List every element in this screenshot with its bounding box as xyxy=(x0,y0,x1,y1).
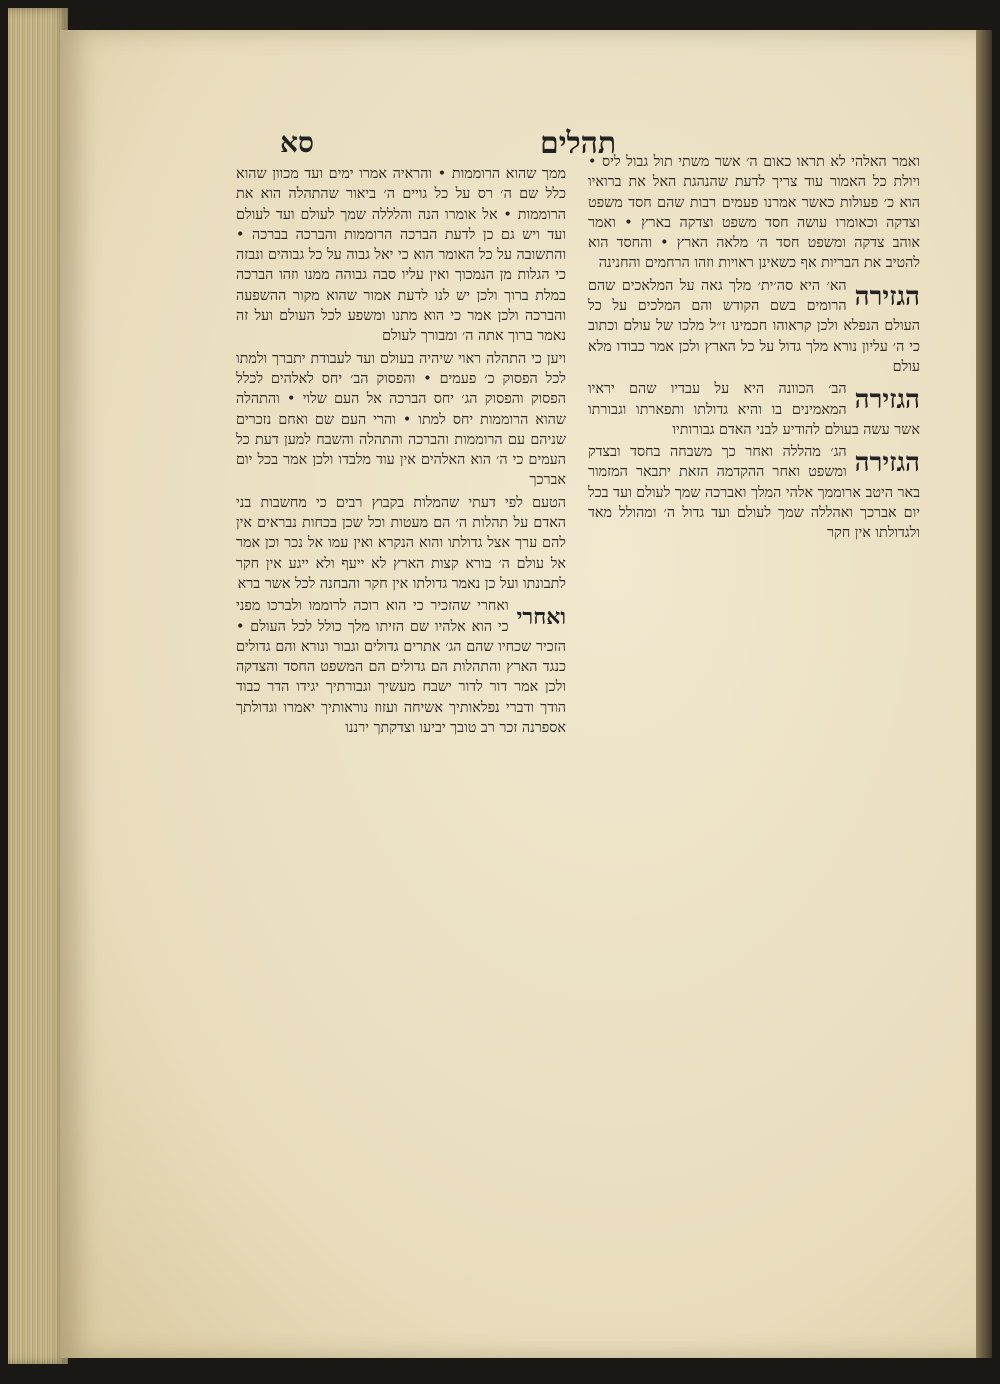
right-paragraph-1: ואמר האלהי לא תראו כאום ה׳ אשר משתי תול גבול ליס • ויולת כל האמור עוד צריך לדעת שהנהגת האל את ברואיו הוא כ׳ פעולות כאשר אמרנו פעמים רבות שהם חסד משפט וצדקה וכאומרו עושה חסד משפט וצדקה בארץ • ואמר אוהב צדקה ומשפט חסד ה׳ מלאה הארץ • והחסד הוא להטיב את הבריות אף כשאינן ראויות וזהו הרחמים והחנינה xyxy=(588,154,920,272)
section-heading-2: הגזירה xyxy=(854,385,920,416)
section-heading-4: ואחרי xyxy=(516,604,566,631)
right-text-block-1 xyxy=(588,152,920,274)
left-text-column xyxy=(236,162,566,1152)
left-paragraph-2: ויען כי התהלה ראוי שיהיה בעולם ועד לעבודת יתברך ולמתו לכל הפסוק כ׳ פעמים • והפסוק הב׳ יחס לאלהים לכלל הפסוק והפסוק הג׳ יחס הברכה אל העם שלוי • והתהלה שהוא הרוממות יחס למתו • והרי העם שם ואחם נזכרים שניהם עם הרוממות והברכה והתהלה והשבח למען דעת כל העמים כי ה׳ הוא האלהים אין עוד מלבדו ולכן אמר בכל יום אברכך xyxy=(236,350,566,489)
right-text-column xyxy=(588,150,920,1150)
right-text-block-3 xyxy=(588,379,920,440)
left-text-block-1 xyxy=(236,164,566,347)
page-header xyxy=(180,126,620,166)
section-heading-1: הגזירה xyxy=(854,281,920,312)
section-heading-3: הגזירה xyxy=(854,448,920,479)
right-text-block-2 xyxy=(588,276,920,377)
right-paragraph-2: הא׳ היא סה׳ית׳ מלך גאה על המלאכים שהם הרומים בשם הקודש והם המלכים על כל העולם הנפלא ולכן קראוהו חכמינו ז״ל מלכו של עולם וכתוב כי ה׳ עליון נורא מלך גדול על כל הארץ ולכן אמר כבודו מלא עולם xyxy=(588,277,920,375)
left-text-block-4 xyxy=(236,596,566,738)
book-page-edges xyxy=(8,8,68,1364)
right-paragraph-3: הב׳ הכוונה היא על עבדיו שהם יראיו המאמינים בו והיא גדולתו ותפארתו וגבורתו אשר עשה בעולם להודיע לבני האדם גבורותיו xyxy=(588,381,920,438)
left-paragraph-1: ממך שהוא הרוממות • והראיה אמרו ימים ועד מכוון שהוא כלל שם ה׳ רס על כל גויים ה׳ ביאור שהתהלה הוא את הרוממות • אל אומרו הנה והלללה שמך לעולם ועד לעולם ועד ויש גם כן לדעת הברכה הרוממות והברכה בברכה • והתשובה על כל האומר הוא כי יאל גבוה על כל גבוהים ונבזה כי הגלות מן הנמכוך ואין עליו סבה גבוהה ממנו וזהו הברכה במלת ברוך ולכן יש לנו לדעת אמור שהוא מקור ההשפעה והברכה ולכן אמר כי הוא מתנו ומשפע לכל העולם ועל זה נאמר ברוך אתה ה׳ ומבורך לעולם xyxy=(236,166,566,345)
left-text-block-2 xyxy=(236,349,566,491)
right-text-block-4 xyxy=(588,442,920,543)
running-title: תהלים xyxy=(540,126,617,161)
right-paragraph-4: הג׳ מהללה ואחר כך משבחה בחסד ובצדק ומשפט ואחר ההקדמה הזאת יתבאר המזמור באר היטב ארוממך אלהי המלך ואברכה שמך לעולם ועד בכל יום אברכך ואהללה שמך לעולם ועד גדול ה׳ ומהולל מאד ולגדולתו אין חקר xyxy=(588,444,920,542)
left-text-block-3 xyxy=(236,493,566,594)
left-paragraph-3: הטעם לפי דעתי שהמלות בקבוץ רבים כי מחשבות בני האדם על תהלות ה׳ הם מעטות וכל שכן בכחות נבראים אין להם ערך אצל גדולתו והוא הנקרא ואין עמו אל נכר וכן אמר אל עולם ה׳ בורא קצות הארץ לא ייעף ולא ייגע אין חקר לתבונתו ועל כן נאמר גדולתו אין חקר והבחנה לכל אשר ברא xyxy=(236,494,566,592)
page-gutter-shadow xyxy=(976,30,992,1358)
folio-number: סא xyxy=(280,126,314,159)
left-paragraph-4: ואחרי שהזכיר כי הוא רוכה לרוממו ולברכו מפני כי הוא אלהיו שם הזיתו מלך כולל לכל העולם • הזכיר שכחיו שהם הג׳ אתרים גדולים וגבור ונורא והם גדולים כנגד הארץ והתהלות הם גדולים הם המשפט החסד והצדקה ולכן אמר דור לדור ישבח מעשיך וגבורתיך יגידו הדר כבוד הודך ודברי נפלאותיך אשיחה ועזוז נוראותיך יאמרו וגדולתך אספרנה זכר רב טובך יביעו וצדקתך ירננו xyxy=(236,598,566,737)
